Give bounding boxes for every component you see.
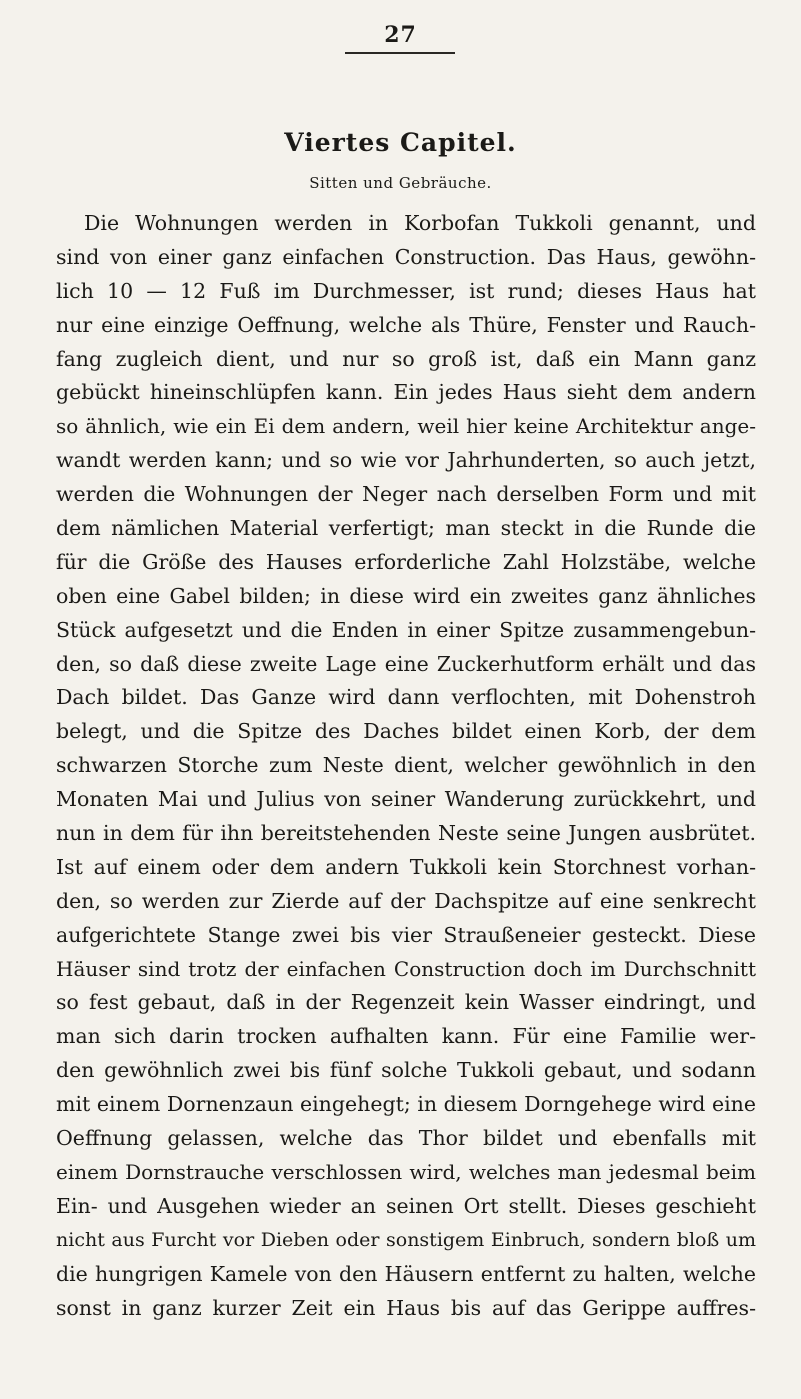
text-line: Die Wohnungen werden in Korbofan Tukkoli genannt, und (84, 211, 756, 235)
text-line: nur eine einzige Oeffnung, welche als Thüre, Fenster und Rauch- (56, 312, 756, 337)
text-line: die hungrigen Kamele von den Häusern entfernt zu halten, welche (56, 1261, 756, 1286)
text-line: Häuser sind trotz der einfachen Construction doch im Durchschnitt (56, 956, 756, 981)
text-line: den, so werden zur Zierde auf der Dachspitze auf eine senkrecht (56, 888, 756, 913)
page-number: 27 (384, 22, 417, 48)
text-line: einem Dornstrauche verschlossen wird, welches man jedesmal beim (56, 1159, 756, 1184)
text-line: für die Größe des Hauses erforderliche Zahl Holzstäbe, welche (56, 549, 756, 574)
text-line: Dach bildet. Das Ganze wird dann verflochten, mit Dohenstroh (56, 685, 756, 710)
text-line: sind von einer ganz einfachen Construction. Das Haus, gewöhn- (56, 244, 756, 269)
text-line: nun in dem für ihn bereitstehenden Neste seine Jungen ausbrütet. (56, 821, 756, 846)
text-line: Ist auf einem oder dem andern Tukkoli kein Storchnest vorhan- (56, 854, 756, 879)
text-line: wandt werden kann; und so wie vor Jahrhunderten, so auch jetzt, (56, 448, 756, 473)
text-line: man sich darin trocken aufhalten kann. Für eine Familie wer- (56, 1024, 756, 1049)
text-line: den, so daß diese zweite Lage eine Zuckerhutform erhält und das (56, 651, 756, 676)
text-line: den gewöhnlich zwei bis fünf solche Tukkoli gebaut, und sodann (56, 1058, 756, 1083)
text-line: dem nämlichen Material verfertigt; man steckt in die Runde die (56, 516, 756, 541)
text-line: schwarzen Storche zum Neste dient, welcher gewöhnlich in den (56, 753, 756, 778)
text-line: Monaten Mai und Julius von seiner Wanderung zurückkehrt, und (56, 787, 756, 812)
chapter-subtitle: Sitten und Gebräuche. (309, 174, 492, 192)
text-line: nicht aus Furcht vor Dieben oder sonstigem Einbruch, sondern bloß um (56, 1228, 756, 1251)
text-line: so ähnlich, wie ein Ei dem andern, weil hier keine Architektur ange- (56, 414, 756, 439)
header-rule (345, 52, 455, 54)
text-line: Stück aufgesetzt und die Enden in einer Spitze zusammengebun- (56, 617, 756, 642)
text-line: fang zugleich dient, und nur so groß ist, daß ein Mann ganz (56, 346, 756, 371)
text-line: lich 10 — 12 Fuß im Durchmesser, ist rund; dieses Haus hat (56, 278, 756, 303)
text-line: sonst in ganz kurzer Zeit ein Haus bis auf das Gerippe auffres- (56, 1295, 756, 1320)
text-line: aufgerichtete Stange zwei bis vier Straußeneier gesteckt. Diese (56, 922, 756, 947)
text-line: werden die Wohnungen der Neger nach derselben Form und mit (56, 482, 756, 507)
text-line: so fest gebaut, daß in der Regenzeit kein Wasser eindringt, und (56, 990, 756, 1015)
text-line: mit einem Dornenzaun eingehegt; in diesem Dorngehege wird eine (56, 1092, 756, 1117)
text-line: Ein- und Ausgehen wieder an seinen Ort stellt. Dieses geschieht (56, 1193, 756, 1218)
text-line: gebückt hineinschlüpfen kann. Ein jedes Haus sieht dem andern (56, 380, 756, 405)
chapter-title: Viertes Capitel. (284, 128, 517, 157)
text-line: oben eine Gabel bilden; in diese wird ein zweites ganz ähnliches (56, 583, 756, 608)
body-text (56, 207, 756, 1325)
text-line: belegt, und die Spitze des Daches bildet einen Korb, der dem (56, 719, 756, 744)
text-line: Oeffnung gelassen, welche das Thor bildet und ebenfalls mit (56, 1126, 756, 1151)
